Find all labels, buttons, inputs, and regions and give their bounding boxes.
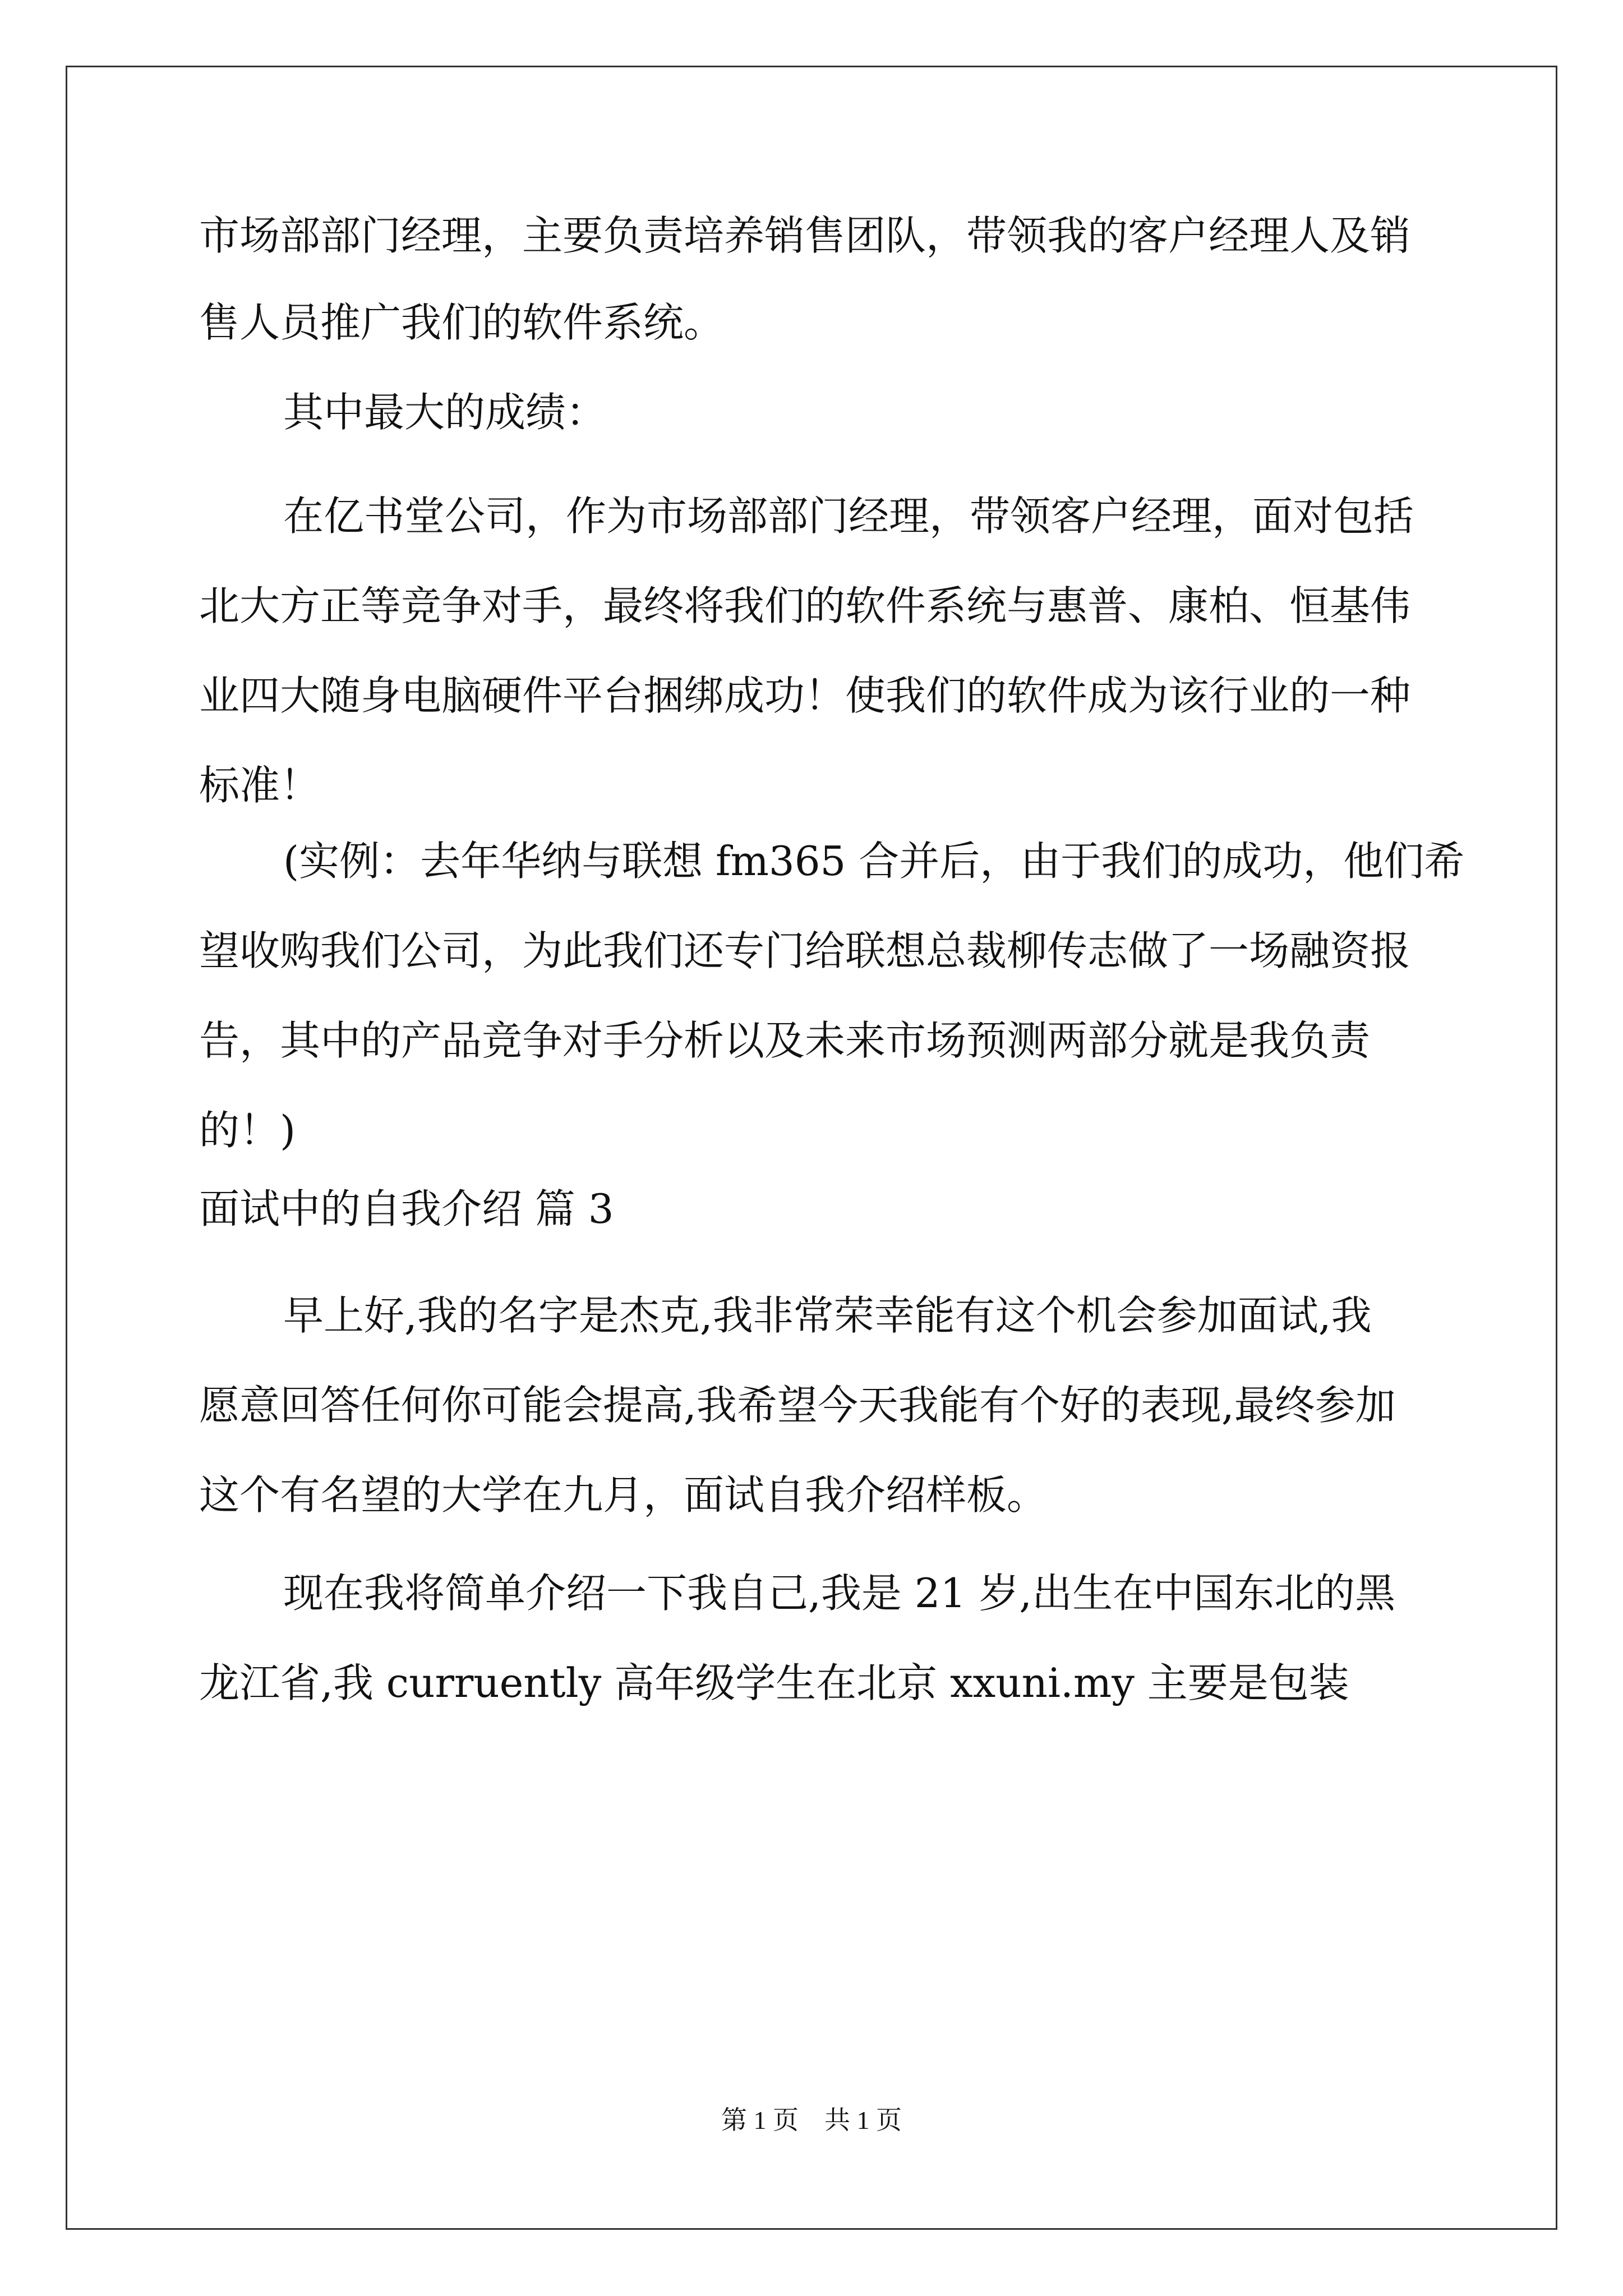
- text-line: 其中最大的成绩：: [283, 389, 607, 436]
- text-line: 售人员推广我们的软件系统。: [199, 299, 725, 346]
- section-heading: 面试中的自我介绍 篇 3: [199, 1185, 614, 1232]
- text-line: 龙江省,我 curruently 高年级学生在北京 xxuni.my 主要是包装: [199, 1659, 1349, 1706]
- text-line: 的！): [199, 1107, 296, 1154]
- text-line: 市场部部门经理，主要负责培养销售团队，带领我的客户经理人及销: [199, 212, 1411, 259]
- text-line: 望收购我们公司，为此我们还专门给联想总裁柳传志做了一场融资报: [199, 927, 1411, 974]
- text-line: (实例：去年华纳与联想 fm365 合并后，由于我们的成功，他们希: [283, 838, 1465, 885]
- page-footer: 第 1 页 共 1 页: [721, 2106, 902, 2134]
- text-line: 现在我将简单介绍一下我自己,我是 21 岁,出生在中国东北的黑: [283, 1570, 1396, 1617]
- text-line: 这个有名望的大学在九月，面试自我介绍样板。: [199, 1471, 1048, 1519]
- text-line: 业四大随身电脑硬件平台捆绑成功！使我们的软件成为该行业的一种: [199, 672, 1411, 719]
- text-line: 早上好,我的名字是杰克,我非常荣幸能有这个机会参加面试,我: [283, 1292, 1372, 1339]
- text-line: 愿意回答任何你可能会提高,我希望今天我能有个好的表现,最终参加: [199, 1382, 1396, 1429]
- text-line: 标准！: [199, 762, 321, 809]
- text-line: 北大方正等竞争对手，最终将我们的软件系统与惠普、康柏、恒基伟: [199, 582, 1411, 629]
- text-line: 在亿书堂公司，作为市场部部门经理，带领客户经理，面对包括: [283, 493, 1414, 540]
- text-line: 告，其中的产品竞争对手分析以及未来市场预测两部分就是我负责: [199, 1017, 1371, 1064]
